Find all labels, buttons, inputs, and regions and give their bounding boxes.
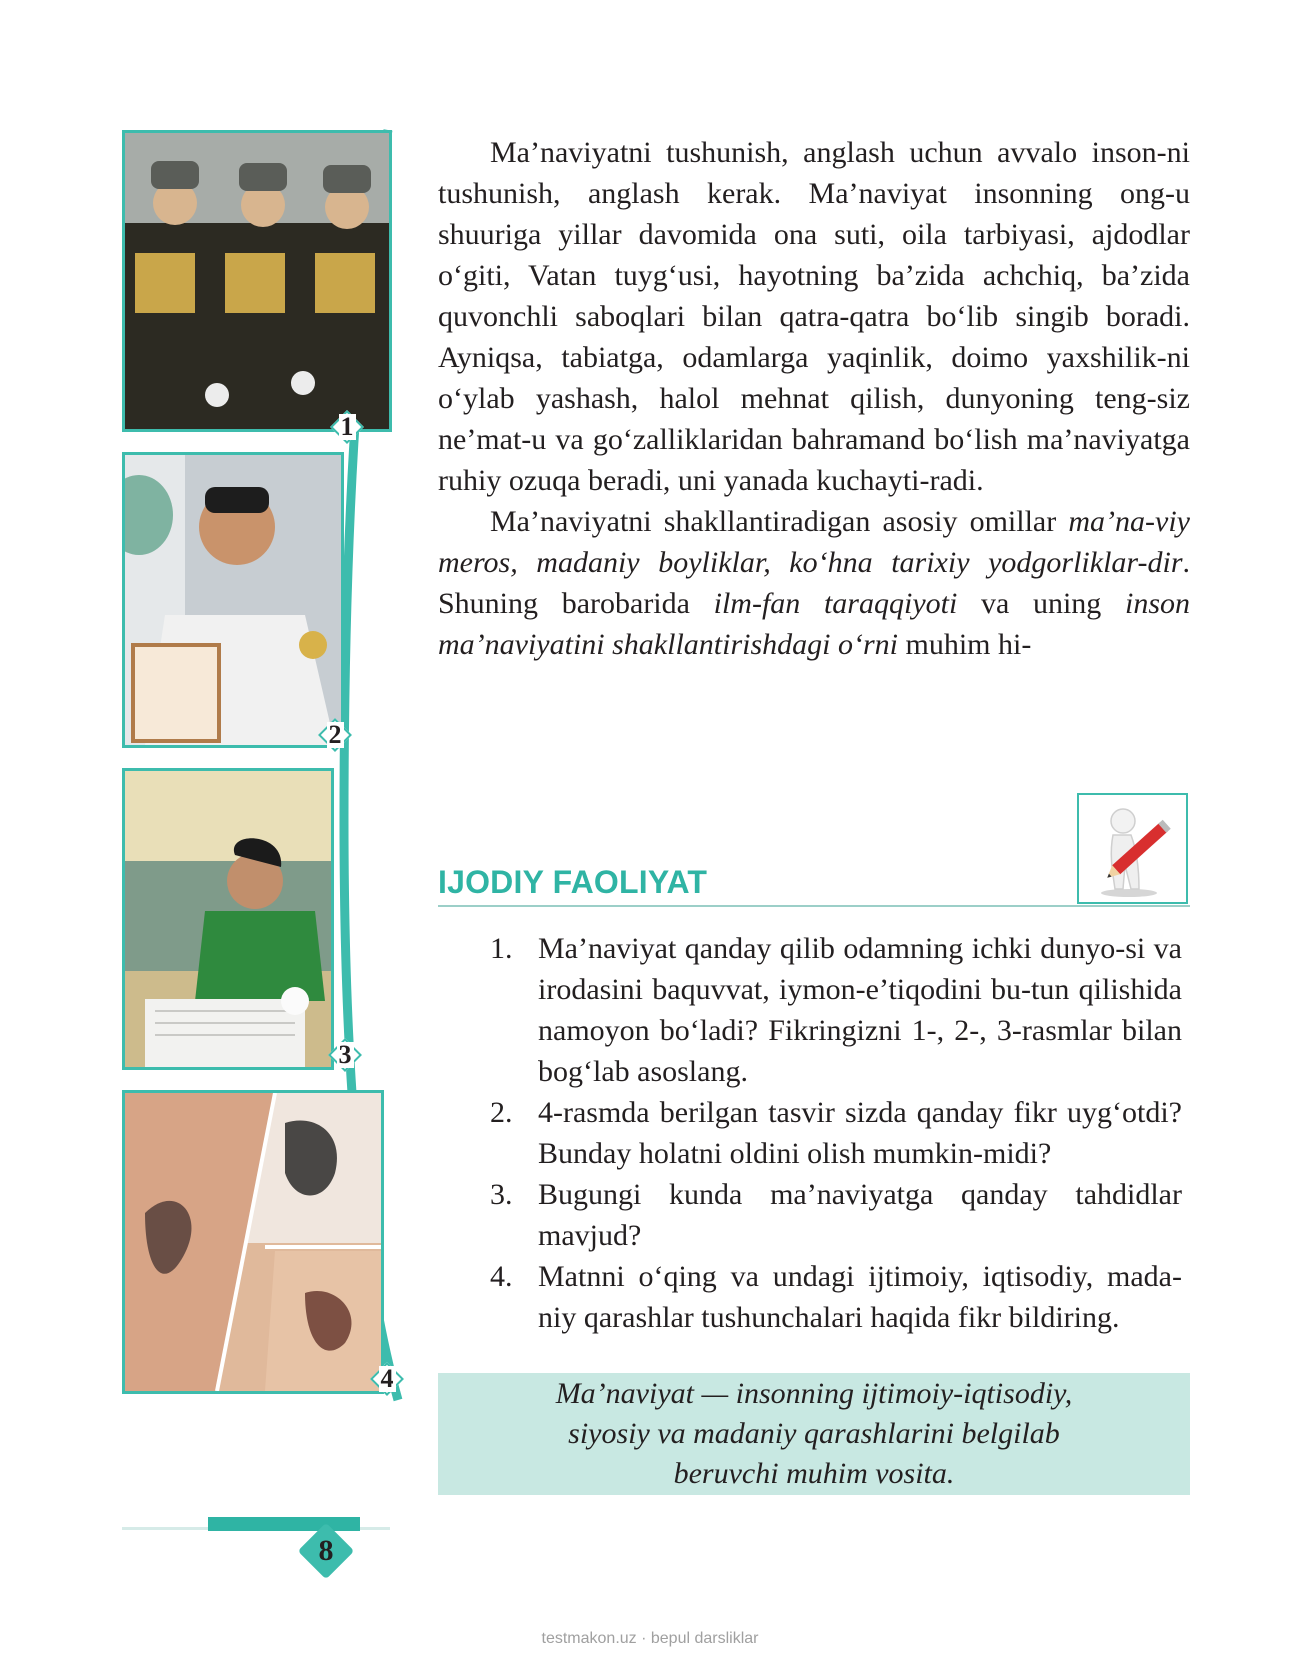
quote-text: Ma’naviyat — insonning ijtimoiy-iqtisodiy, siyosiy va madaniy qarashlarini belgilab beruvchi muhim vosita. — [555, 1377, 1073, 1490]
page-number: 8 — [318, 1534, 334, 1567]
photo-honor-guard — [122, 130, 392, 432]
paragraph-1: Ma’naviyatni tushunish, anglash uchun avvalo inson-ni tushunish, anglash kerak. Ma’naviyat insonning ong-u shuuriga yillar davomida ona suti, oila tarbiyasi, ajdodlar o‘giti, Vatan tuyg‘usi, hayotning ba’zida achchiq, ba’zida quvonchli saboqlari bilan qatra-qatra bo‘lib singib boradi. Ayniqsa, tabiatga, odamlarga yaqinlik, doimo yaxshilik-ni o‘ylab yashash, halol mehnat qilish, dunyoning teng-siz ne’mat-u va go‘zalliklaridan bahramand bo‘lish ma’naviyatga ruhiy ozuqa beradi, uni yanada kuchayti-radi. — [438, 136, 1190, 497]
list-item: 4. Matnni o‘qing va undagi ijtimoiy, iqtisodiy, mada-niy qarashlar tushunchalari haqida fikr bildiring. — [490, 1260, 1182, 1334]
list-item: 3. Bugungi kunda ma’naviyatga qanday tahdidlar mavjud? — [490, 1178, 1182, 1252]
pencil-figure-icon — [1077, 793, 1188, 904]
photo-face-paint-collage — [122, 1090, 384, 1394]
main-text — [438, 132, 1190, 665]
list-item: 2. 4-rasmda berilgan tasvir sizda qanday fikr uyg‘otdi? Bunday holatni oldini olish mumkin-midi? — [490, 1096, 1182, 1170]
section-title: IJODIY FAOLIYAT — [438, 864, 708, 900]
page-number-badge — [298, 1523, 354, 1579]
task-list — [490, 928, 1182, 1338]
list-item: 1. Ma’naviyat qanday qilib odamning ichki dunyo-si va irodasini baquvvat, iymon-e’tiqodini bu-tun qilishida namoyon bo‘ladi? Fikringizni 1-, 2-, 3-rasmlar bilan bog‘lab asoslang. — [490, 932, 1182, 1088]
photo-badge-4: 4 — [372, 1364, 402, 1394]
photo-athlete-medal — [122, 452, 344, 748]
photo-strip — [0, 0, 420, 1480]
photo-badge-1: 1 — [332, 412, 362, 442]
quote-box — [438, 1373, 1190, 1495]
photo-factory-worker — [122, 768, 334, 1070]
section-divider — [438, 905, 1190, 907]
photo-badge-2: 2 — [320, 720, 350, 750]
paragraph-2: Ma’naviyatni shakllantiradigan asosiy omillar ma’na-viy meros, madaniy boyliklar, ko‘hna tarixiy yodgorliklar-dir. Shuning barobarida ilm-fan taraqqiyoti va uning inson ma’naviyatini shakllantirishdagi o‘rni muhim hi- — [438, 505, 1191, 661]
watermark-text: testmakon.uz · bepul darsliklar — [541, 1630, 759, 1647]
photo-badge-3: 3 — [330, 1040, 360, 1070]
